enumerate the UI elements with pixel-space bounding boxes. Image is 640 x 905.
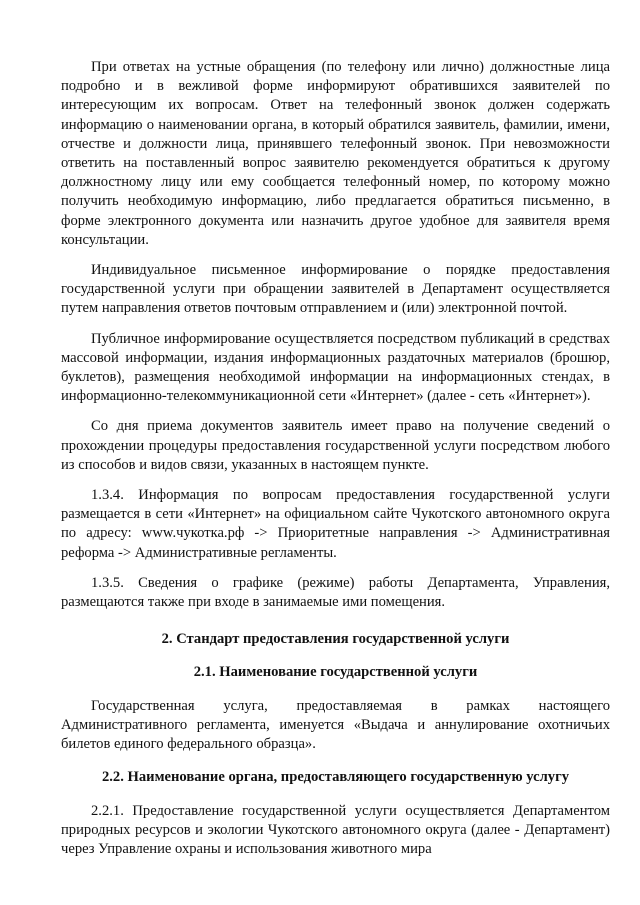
paragraph-procedure-status: Со дня приема документов заявитель имеет право на получение сведений о прохождении процедуры предоставления государственной услуги посредством любого из способов и видов связи, указанных в настоящем пункте. [61,418,610,473]
paragraph-oral-inquiries: При ответах на устные обращения (по телефону или лично) должностные лица подробно и в вежливой форме информируют обратившихся заявителей по интересующим их вопросам. Ответ на телефонный звонок должен содержать информацию о наименовании органа, в который обратился заявитель, фамилии, имени, отчестве и должности лица, принявшего телефонный звонок. При невозможности ответить на поставленный вопрос заявителю рекомендуется обратиться к другому должностному лицу или ему сообщается телефонный номер, по которому можно получить необходимую информацию, либо предлагается обратиться письменно, в форме электронного документа или назначить другое удобное для заявителя время консультации. [61,59,610,248]
subsection-heading-2-2: 2.2. Наименование органа, предоставляющего государственную услугу [101,769,570,786]
paragraph-1-3-5: 1.3.5. Сведения о графике (режиме) работы Департамента, Управления, размещаются также при входе в занимаемые ими помещения. [61,574,610,611]
paragraph-2-2-1-text: 2.2.1. Предоставление государственной услуги осуществляется Департаментом природных ресурсов и экологии Чукотского автономного округа (далее - Департамент) через Управление охраны и использования животного мира [61,802,610,857]
paragraph-1-3-4: 1.3.4. Информация по вопросам предоставления государственной услуги размещается в сети «Интернет» на официальном сайте Чукотского автономного округа по адресу: www.чукотка.рф -> Приоритетные направления -> Административная реформа -> Административные регламенты. [61,487,610,561]
paragraph-2-1-text: Государственная услуга, предоставляемая в рамках настоящего Административного регламента, именуется «Выдача и аннулирование охотничьих билетов единого федерального образца». [61,697,610,753]
paragraph-public-informing: Публичное информирование осуществляется посредством публикаций в средствах массовой информации, издания информационных раздаточных материалов (брошюр, буклетов), размещения необходимой информации на информационных стендах, в информационно-телекоммуникационной сети «Интернет» (далее - сеть «Интернет»). [61,330,610,405]
paragraph-written-informing: Индивидуальное письменное информирование о порядке предоставления государственной услуги при обращении заявителей в Департамент осуществляется путем направления ответов почтовым отправлением и (или) электронной почтой. [61,262,610,317]
subsection-heading-2-1: 2.1. Наименование государственной услуги [193,664,478,681]
section-heading-2: 2. Стандарт предоставления государственной услуги [161,631,510,648]
